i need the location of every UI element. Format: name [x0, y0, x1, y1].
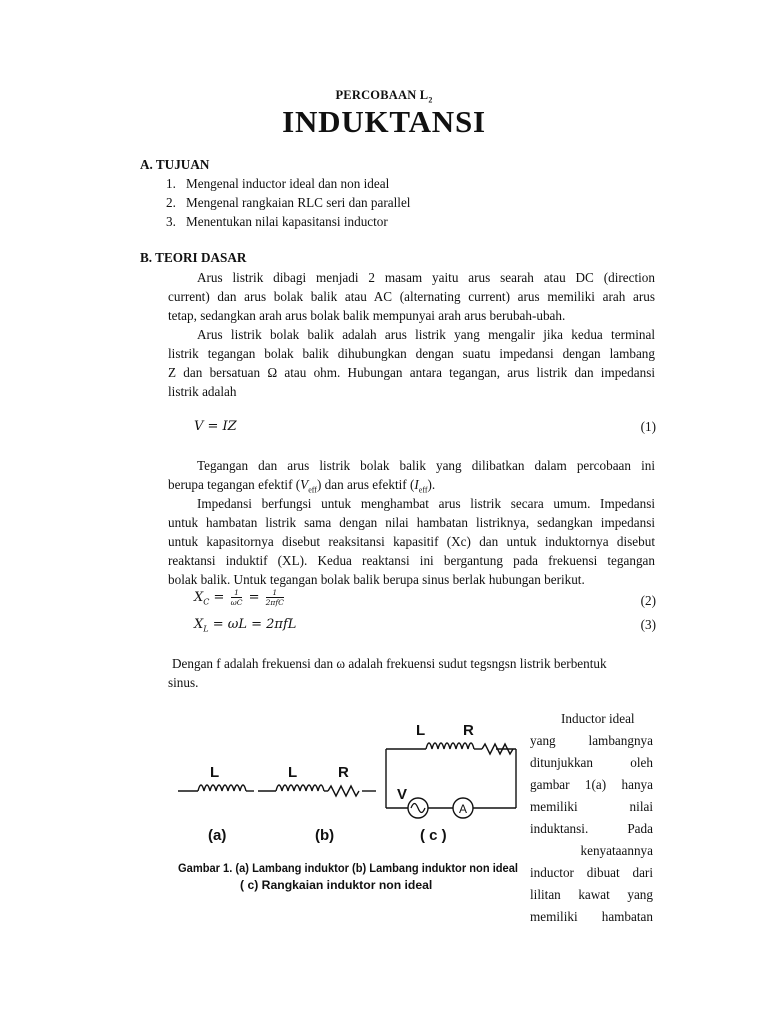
eq2-fraction-1-denominator: ωC — [230, 598, 243, 607]
label-b-L: L — [288, 764, 298, 781]
paragraph-3-line: Tegangan dan arus listrik bolak balik yang dilibatkan dalam percobaan ini — [197, 458, 655, 473]
paragraph-4-line: bolak balik. Untuk tegangan bolak balik berupa sinus berlak hubungan berikut. — [168, 572, 585, 587]
paragraph-2-line: listrik tegangan bolak balik dihubungkan dengan suatu impedansi dengan lambang — [168, 346, 655, 361]
figure-inductor-symbols — [170, 712, 526, 902]
objective-1-text: Mengenal inductor ideal dan non ideal — [186, 176, 390, 191]
equation-3 — [194, 617, 296, 634]
paragraph-1-line: tetap, sedangkan arah arus bolak balik mempunyai arah arus berubah-ubah. — [168, 308, 566, 323]
eq2-lhs: X — [194, 590, 204, 605]
label-c-A: A — [459, 802, 468, 816]
objective-1-num: 1. — [166, 176, 176, 191]
side-text-line: gambar 1(a) hanya — [530, 777, 653, 792]
side-text-line: kenyataannya — [580, 843, 653, 858]
eq3-rhs: = ωL = 2πfL — [212, 617, 297, 632]
paragraph-5-line: Dengan f adalah frekuensi dan ω adalah frekuensi sudut tegsngsn listrik berbentuk — [172, 656, 607, 671]
experiment-number-main: PERCOBAAN L — [335, 88, 429, 102]
paragraph-1-line: Arus listrik dibagi menjadi 2 masam yaitu arus searah atau DC (direction — [197, 270, 655, 285]
eq2-fraction-2-denominator: 2πfC — [265, 598, 284, 607]
eq2-equals: = — [213, 590, 225, 605]
paragraph-5-line: sinus. — [168, 675, 199, 690]
eq2-fraction-2 — [266, 588, 284, 607]
paragraph-4-line: Impedansi berfungsi untuk menghambat arus listrik secara umum. Impedansi — [197, 496, 655, 511]
ideal-inductor-symbol — [178, 764, 254, 844]
experiment-number — [0, 88, 768, 105]
objective-2-text: Mengenal rangkaian RLC seri dan parallel — [186, 195, 411, 210]
equation-2 — [194, 588, 286, 607]
figure-caption-line-2: ( c) Rangkaian induktor non ideal — [240, 878, 433, 892]
paragraph-2-line: Z dan bersatuan Ω atau ohm. Hubungan antara tegangan, arus listrik dan impedansi — [168, 365, 655, 380]
side-text-line: Inductor ideal — [561, 711, 635, 726]
label-a: (a) — [208, 827, 227, 844]
eq3-lhs: X — [194, 617, 204, 632]
label-b-R: R — [338, 764, 349, 781]
paragraph-3-text: berupa tegangan efektif ( — [168, 477, 301, 492]
paragraph-4-line: untuk kapasitornya disebut reaksitansi kapasitif (Xc) dan untuk induktornya disebut — [168, 534, 655, 549]
objective-2-num: 2. — [166, 195, 176, 210]
eq2-fraction-1-numerator: 1 — [231, 588, 243, 598]
side-text-line: memiliki hambatan — [530, 909, 653, 924]
side-text-line: yang lambangnya — [530, 733, 653, 748]
experiment-number-sub: 2 — [428, 95, 433, 105]
nonideal-inductor-circuit — [386, 722, 516, 844]
veff-subscript: eff — [308, 485, 317, 495]
side-text-line: inductor dibuat dari — [530, 865, 653, 880]
ieff-symbol: I — [414, 477, 419, 492]
paragraph-4-line: reaktansi induktif (XL). Kedua reaktansi ini bergantung pada frekuensi tegangan — [168, 553, 655, 568]
section-a-heading: A. TUJUAN — [140, 157, 210, 172]
label-c-R: R — [463, 722, 474, 739]
eq2-fraction-1 — [231, 588, 243, 607]
paragraph-3-text: ) dan arus efektif ( — [316, 477, 415, 492]
equation-1: V = IZ — [194, 419, 237, 434]
equation-3-number: (3) — [640, 617, 656, 632]
paragraph-2-line: listrik adalah — [168, 384, 237, 399]
nonideal-inductor-symbol — [258, 764, 376, 844]
figure-caption-line-1: Gambar 1. (a) Lambang induktor (b) Lambang induktor non ideal — [178, 861, 518, 875]
label-c: ( c ) — [420, 827, 447, 844]
paragraph-3-text: ). — [427, 477, 436, 492]
eq2-fraction-2-numerator: 1 — [266, 588, 284, 598]
equation-2-number: (2) — [640, 593, 656, 608]
veff-symbol: V — [300, 477, 309, 492]
label-a-L: L — [210, 764, 220, 781]
side-text-line: memiliki nilai — [530, 799, 653, 814]
side-text-line: lilitan kawat yang — [530, 887, 653, 902]
inductor-diagram — [170, 712, 526, 902]
page-title: INDUKTANSI — [282, 104, 486, 139]
paragraph-1-line: current) dan arus bolak balik atau AC (alternating current) arus memiliki arah arus — [168, 289, 655, 304]
eq2-equals: = — [248, 590, 260, 605]
objective-3-text: Menentukan nilai kapasitansi inductor — [186, 214, 388, 229]
label-b: (b) — [315, 827, 335, 844]
label-c-L: L — [416, 722, 426, 739]
paragraph-2-line: Arus listrik bolak balik adalah arus listrik yang mengalir jika kedua terminal — [197, 327, 655, 342]
label-c-V: V — [397, 786, 408, 803]
equation-1-number: (1) — [640, 419, 656, 434]
side-text-line: induktansi. Pada — [530, 821, 653, 836]
eq3-lhs-sub: L — [203, 624, 209, 634]
section-b-heading: B. TEORI DASAR — [140, 250, 247, 265]
eq2-lhs-sub: C — [203, 597, 210, 607]
side-text-line: ditunjukkan oleh — [530, 755, 653, 770]
objective-3-num: 3. — [166, 214, 176, 229]
ieff-subscript: eff — [418, 485, 428, 495]
paragraph-4-line: untuk hambatan listrik sama dengan nilai hambatan listriknya, sedangkan impedansi — [168, 515, 655, 530]
